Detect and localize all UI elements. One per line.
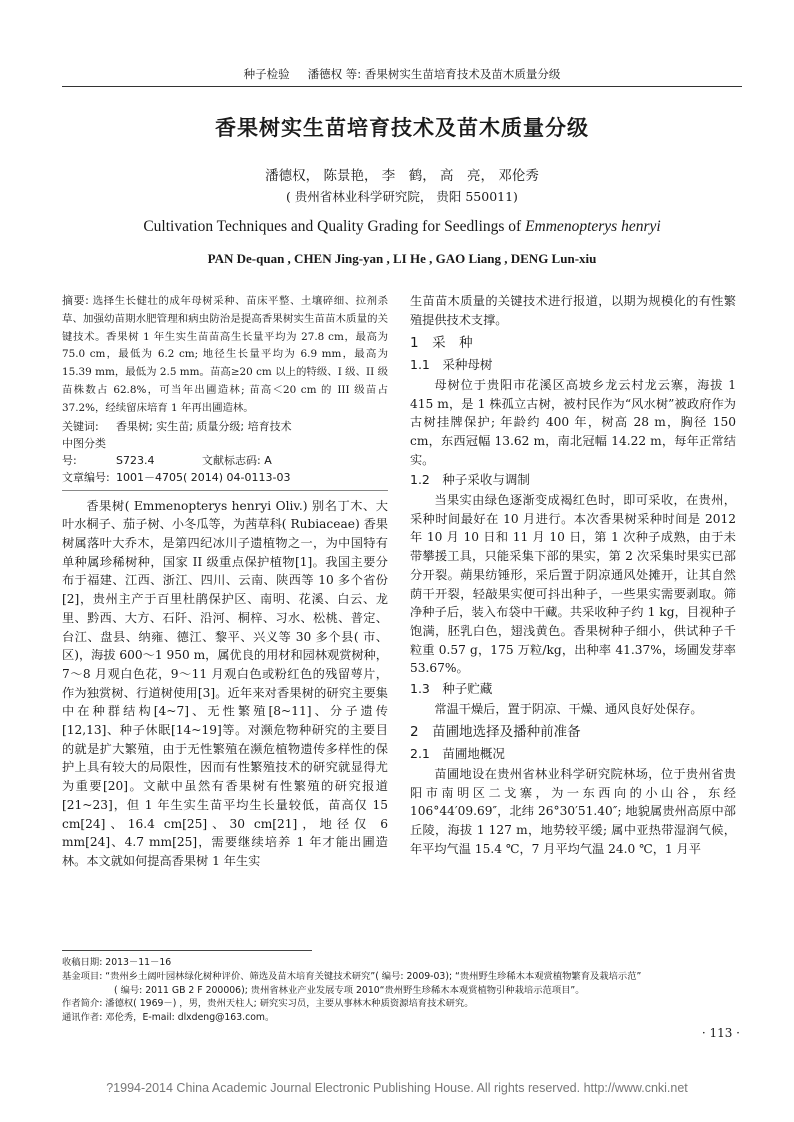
keywords-label: 关键词: (62, 419, 99, 433)
paragraph-1-3: 常温干燥后，置于阴凉、干燥、通风良好处保存。 (434, 701, 703, 716)
page-number: · 113 · (701, 1026, 740, 1040)
copyright-notice: ?1994-2014 China Academic Journal Electronic Publishing House. All rights reserved. http://www.cnki.net (106, 1081, 688, 1095)
abstract-text: 选择生长健壮的成年母树采种、苗床平整、土壤碎细、拉剂杀草、加强幼苗期水肥管理和病虫防治是提高香果树实生苗苗木质量的关键技术。香果树 1 年生实生苗苗高生长量平均为 27.8 cm，最高为 75.0 cm，最低为 6.2 cm; 地径生长量平均为 6.9 mm，最高为 15.39 mm，最低为 2.5 mm。苗高≥20 cm 以上的特级、I 级、II 级苗株数占 62.8%，可当年出圃造林; 苗高＜20 cm 的 III 级苗占 37.2%，经续留床培育 1 年再出圃造林。 (62, 295, 388, 414)
clc-label: 中图分类号: (62, 436, 106, 467)
intro-paragraph: 香果树( Emmenopterys henryi Oliv.) 别名丁木、大叶水桐子、茄子树、小冬瓜等，为茜草科( Rubiaceae) 香果树属落叶大乔木，是第四纪冰川子遗植物之一，为中国特有单种属珍稀树种，国家 II 级重点保护植物[1]。我国主要分布于福建、江西、浙江、四川、云南、陕西等 10 多个省份[2]，贵州主产于百里杜鹃保护区、南明、花溪、白云、龙里、黔西、大方、石阡、沿河、桐梓、习水、松桃、普定、台江、盘县、纳雍、德江、黎平、兴义等 30 多个县( 市、区)，海拔 600～1 950 m，属优良的用材和园林观赏树种，7～8 月观白色花，9～11 月观白色或粉红色的残留萼片，作为独赏树、行道树使用[3]。近年来对香果树的研究主要集中在种群结构[4~7]、无性繁殖[8~11]、分子遗传[12,13]、种子休眠[14~19]等。对濒危物种研究的主要目的就是扩大繁殖，由于无性繁殖在濒危植物遗传多样性的保护上具有较大的局限性，因而有性繁殖技术的研究就显得尤为重要[20]。文献中虽然有香果树有性繁殖的研究报道[21~23]，但 1 年生实生苗平均生长量较低，苗高仅 15 cm[24]、16.4 cm[25]、30 cm[21]，地径仅 6 mm[24]、4.7 mm[25]，需要继续培养 1 年才能出圃造林。本文就如何提高香果树 1 年生实 (62, 498, 388, 868)
fund-info: 基金项目: “贵州乡土阔叶园林绿化树种评价、筛选及苗木培育关键技术研究”( 编号: 2009-03); “贵州野生珍稀木本观赏植物繁育及栽培示范” (62, 970, 642, 982)
classification-row (62, 435, 388, 469)
article-number-row (62, 469, 388, 486)
doc-code-label: 文献标志码: (202, 453, 261, 467)
footnotes (62, 956, 752, 1025)
journal-name: 种子检验 (243, 67, 290, 81)
affiliation: ( 贵州省林业科学研究院， 贵阳 550011) (286, 189, 518, 204)
english-author-list: PAN De-quan , CHEN Jing-yan , LI He , GAO Liang , DENG Lun-xiu (207, 251, 597, 266)
received-date: 收稿日期: 2013－11－16 (62, 957, 172, 968)
footnote-rule (62, 950, 312, 951)
header-rule (62, 86, 742, 87)
running-header (62, 66, 742, 82)
right-column (410, 292, 736, 858)
abstract-label: 摘要: (62, 294, 89, 307)
left-column (62, 292, 388, 871)
keywords-row (62, 418, 388, 435)
corresponding-author: 通讯作者: 邓伦秀，E-mail: dlxdeng@163.com。 (62, 1012, 275, 1024)
running-title: 潘德权 等: 香果树实生苗培育技术及苗木质量分级 (307, 67, 561, 81)
author-list: 潘德权， 陈景艳， 李 鹤， 高 亮， 邓伦秀 (265, 168, 539, 184)
paragraph-2-1: 苗圃地设在贵州省林业科学研究院林场，位于贵州省贵阳市南明区二戈寨，为一东西向的小山谷，东经 106°44′09.69″，北纬 26°30′51.40″; 地貌属贵州高原中部丘陵，海拔 1 127 m，地势较平缓; 属中亚热带湿润气候，年平均气温 15.4 ℃，7 月平均气温 24.0 ℃，1 月平 (410, 766, 736, 856)
paragraph-1-1: 母树位于贵阳市花溪区高坡乡龙云村龙云寨，海拔 1 415 m，是 1 株孤立古树，被村民作为“风水树”被政府作为古树挂牌保护; 年龄约 400 年，树高 28 m，胸径 150 cm，东西冠幅 13.62 m，南北冠幅 14.22 m，每年正常结实。 (410, 377, 736, 467)
fund-info-continued: ( 编号: 2011 GB 2 F 200006); 贵州省林业产业发展专项 2010“贵州野生珍稀木本观赏植物引种栽培示范项目”。 (114, 984, 585, 996)
intro-continuation: 生苗苗木质量的关键技术进行报道，以期为规模化的有性繁殖提供技术支撑。 (410, 294, 736, 327)
english-title-species: Emmenopterys henryi (525, 218, 661, 235)
section-heading-2: 2 苗圃地选择及播种前准备 (410, 724, 581, 741)
doc-code: A (264, 453, 272, 467)
article-number: 1001－4705( 2014) 04-0113-03 (116, 470, 291, 484)
subsection-heading-1-3: 1.3 种子贮藏 (410, 681, 493, 697)
author-bio: 作者简介: 潘德权( 1969－) ，男，贵州天柱人; 研究实习员，主要从事林木种质资源培育技术研究。 (62, 998, 474, 1010)
subsection-heading-1-1: 1.1 采种母树 (410, 357, 493, 373)
english-title-text: Cultivation Techniques and Quality Grading for Seedlings of (143, 218, 526, 235)
subsection-heading-1-2: 1.2 种子采收与调制 (410, 472, 530, 488)
section-heading-1: 1 采 种 (410, 335, 473, 352)
subsection-heading-2-1: 2.1 苗圃地概况 (410, 746, 505, 762)
article-number-label: 文章编号: (62, 470, 110, 484)
abstract (62, 292, 388, 418)
keywords: 香果树; 实生苗; 质量分级; 培育技术 (116, 419, 292, 433)
clc-code: S723.4 (116, 453, 155, 467)
article-title: 香果树实生苗培育技术及苗木质量分级 (215, 116, 589, 140)
english-title (62, 218, 742, 236)
abstract-divider (62, 490, 388, 491)
paragraph-1-2: 当果实由绿色逐渐变成褐红色时，即可采收，在贵州，采种时间最好在 10 月进行。本次香果树采种时间是 2012 年 10 月 10 日和 11 月 10 日，第 1 次种子成熟，由于未带攀援工具，只能采集下部的果实，第 2 次采集时果实已部分开裂。蒴果纺锤形，采后置于阴凉通风处摊开，让其自然荫干开裂，轻敲果实便可抖出种子，一些果实需要剥取。筛净种子后，装入布袋中干藏。共采收种子约 1 kg，目视种子饱满，胚乳白色，翅浅黄色。香果树种子细小，供试种子千粒重 0.57 g，175 万粒/kg，出种率 41.37%，场圃发芽率 53.67%。 (410, 493, 736, 676)
